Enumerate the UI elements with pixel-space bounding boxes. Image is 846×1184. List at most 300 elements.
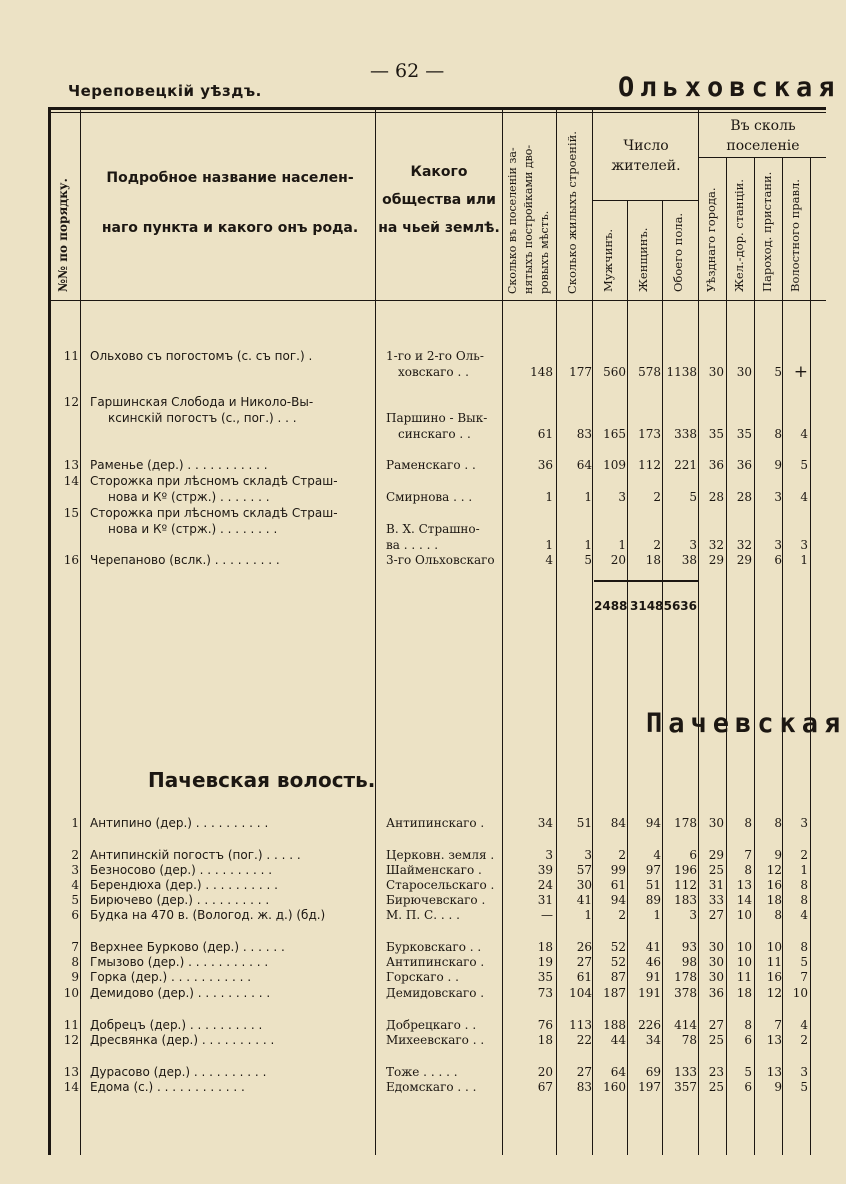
header-residents-line1: Число	[623, 138, 669, 154]
cell: 25	[708, 1080, 724, 1094]
cell: 23	[708, 1065, 724, 1079]
cell: 6	[774, 553, 782, 567]
cell: 12	[766, 863, 782, 877]
cell: 8	[744, 1018, 752, 1032]
row-index: 11	[63, 1018, 79, 1032]
row-society: Едомскаго . . .	[386, 1080, 477, 1094]
cell: 11	[736, 970, 752, 984]
cell: 2	[800, 848, 808, 862]
cell: 57	[576, 863, 592, 877]
cell: 8	[744, 863, 752, 877]
header-society-line3: на чьей землѣ.	[378, 220, 500, 236]
cell: 26	[576, 940, 592, 954]
table-row	[0, 1032, 826, 1048]
header-vacant-3: ровыхъ мѣстъ.	[538, 210, 551, 294]
header-volost: Волостного правл.	[788, 179, 802, 292]
cell: 7	[774, 1018, 782, 1032]
header-society-line2: общества или	[382, 192, 496, 208]
row-society: ховскаго . .	[398, 365, 469, 379]
cell: 61	[537, 427, 553, 441]
cell: 9	[774, 848, 782, 862]
cell: 33	[708, 893, 724, 907]
cell: 4	[653, 848, 661, 862]
cell: 173	[638, 427, 661, 441]
row-index: 14	[63, 1080, 79, 1094]
cell: 99	[610, 863, 626, 877]
total-women: 3148	[630, 599, 664, 613]
cell: 25	[708, 1033, 724, 1047]
cell: 30	[708, 940, 724, 954]
volost-banner-top: Ольховская	[618, 72, 841, 103]
cell: 34	[645, 1033, 661, 1047]
cell: 12	[766, 986, 782, 1000]
col-divider-12	[810, 157, 811, 1155]
header-pier: Пароход. пристани.	[760, 171, 774, 292]
cell: 7	[800, 970, 808, 984]
cell: 51	[645, 878, 661, 892]
cell: 27	[708, 1018, 724, 1032]
cell: 38	[681, 553, 697, 567]
cell: 1	[584, 908, 592, 922]
row-society: В. Х. Страшно-	[386, 522, 480, 536]
row-index: 9	[71, 970, 79, 984]
row-society: М. П. С. . . .	[386, 908, 460, 922]
cell: 13	[766, 1065, 782, 1079]
row-society: Бурковскаго . .	[386, 940, 482, 954]
col-divider-10	[754, 157, 755, 1155]
cell: 39	[537, 863, 553, 877]
row-index: 1	[71, 816, 79, 830]
header-men: Мужчинъ.	[601, 228, 615, 292]
row-name: Раменье (дер.) . . . . . . . . . . .	[90, 458, 268, 472]
cell: 112	[674, 878, 697, 892]
totals-rule	[594, 580, 698, 582]
row-name: Добрецъ (дер.) . . . . . . . . . .	[90, 1018, 263, 1032]
table-row	[0, 394, 826, 410]
cell: 2	[653, 538, 661, 552]
row-name: Антипино (дер.) . . . . . . . . . .	[90, 816, 269, 830]
row-society: 3-го Ольховскаго	[386, 553, 495, 567]
cell: 3	[545, 848, 553, 862]
cell: 93	[681, 940, 697, 954]
row-name: Едома (с.) . . . . . . . . . . . .	[90, 1080, 245, 1094]
cell: 187	[603, 986, 626, 1000]
table-row	[0, 1064, 826, 1080]
row-society: Смирнова . . .	[386, 490, 473, 504]
cell: 3	[800, 538, 808, 552]
table-row	[0, 892, 826, 908]
header-buildings: Сколько жилыхъ строеній.	[565, 131, 579, 294]
table-row	[0, 954, 826, 970]
row-name: Дурасово (дер.) . . . . . . . . . .	[90, 1065, 267, 1079]
table-row	[0, 521, 826, 537]
cell: 8	[774, 816, 782, 830]
cell: 4	[800, 1018, 808, 1032]
cell: 8	[774, 908, 782, 922]
row-name: Гаршинская Слобода и Николо-Вы-	[90, 395, 314, 409]
row-index: 12	[63, 395, 79, 409]
cell: 221	[674, 458, 697, 472]
cell: 1	[545, 490, 553, 504]
cell: 2	[653, 490, 661, 504]
cell: 113	[569, 1018, 592, 1032]
cell: 226	[638, 1018, 661, 1032]
cell: 4	[545, 553, 553, 567]
table-row	[0, 489, 826, 505]
cell: 76	[537, 1018, 553, 1032]
row-index: 13	[63, 458, 79, 472]
cell: 5	[689, 490, 697, 504]
cell: 30	[736, 365, 752, 379]
cell: 104	[569, 986, 592, 1000]
row-society: Раменскаго . .	[386, 458, 476, 472]
header-name-line1: Подробное название населен-	[106, 170, 354, 186]
table-row	[0, 505, 826, 521]
cell: 52	[610, 955, 626, 969]
row-society: Михеевскаго . .	[386, 1033, 485, 1047]
cell: 64	[610, 1065, 626, 1079]
cell: 6	[744, 1033, 752, 1047]
header-vacant-2: нятыхъ постройками дво-	[522, 144, 535, 294]
header-distance	[700, 116, 826, 156]
header-society	[376, 158, 502, 242]
volost-banner-bottom: Пачевская	[646, 708, 846, 739]
cell: 44	[610, 1033, 626, 1047]
header-name	[90, 164, 370, 242]
cell: 29	[708, 553, 724, 567]
table-row	[0, 969, 826, 985]
cell: 5	[584, 553, 592, 567]
cell: 1	[800, 863, 808, 877]
cell: 3	[689, 538, 697, 552]
row-society: Антипинскаго .	[386, 816, 485, 830]
header-women: Женщинъ.	[636, 227, 650, 292]
cell: 5	[800, 458, 808, 472]
row-name: Дресвянка (дер.) . . . . . . . . . .	[90, 1033, 275, 1047]
cell: 7	[744, 848, 752, 862]
cell: 18	[766, 893, 782, 907]
cell: 5	[800, 1080, 808, 1094]
table-row	[0, 907, 826, 923]
cell: 178	[674, 970, 697, 984]
cell: 18	[645, 553, 661, 567]
total-men: 2488	[594, 599, 628, 613]
row-name: Верхнее Бурково (дер.) . . . . . .	[90, 940, 285, 954]
table-row	[0, 1079, 826, 1095]
cell: 97	[645, 863, 661, 877]
table-row	[0, 939, 826, 955]
row-index: 16	[63, 553, 79, 567]
cell: 578	[638, 365, 661, 379]
cell: 13	[736, 878, 752, 892]
cell: 31	[708, 878, 724, 892]
cell: +	[793, 362, 808, 382]
top-rule-thin	[48, 112, 826, 113]
header-vacant-1: Сколько въ поселеніи за-	[506, 147, 519, 294]
table-row	[0, 473, 826, 489]
cell: 35	[708, 427, 724, 441]
cell: 52	[610, 940, 626, 954]
cell: 165	[603, 427, 626, 441]
header-name-line2: наго пункта и какого онъ рода.	[101, 220, 359, 236]
row-name: ксинскій погостъ (с., пог.) . . .	[108, 411, 297, 425]
cell: 1	[653, 908, 661, 922]
row-index: 5	[71, 893, 79, 907]
cell: 6	[689, 848, 697, 862]
row-index: 15	[63, 506, 79, 520]
table-row	[0, 552, 826, 568]
row-society: Бирючевскаго .	[386, 893, 486, 907]
cell: 3	[584, 848, 592, 862]
row-society: Добрецкаго . .	[386, 1018, 477, 1032]
cell: 36	[736, 458, 752, 472]
row-society: Демидовскаго .	[386, 986, 485, 1000]
cell: 1	[584, 538, 592, 552]
row-name: нова и Кº (стрж.) . . . . . . . .	[108, 522, 278, 536]
cell: 32	[708, 538, 724, 552]
cell: 73	[537, 986, 553, 1000]
cell: 338	[674, 427, 697, 441]
cell: 30	[708, 970, 724, 984]
cell: 29	[708, 848, 724, 862]
cell: 357	[674, 1080, 697, 1094]
header-both: Обоего пола.	[671, 212, 685, 292]
cell: 10	[736, 955, 752, 969]
row-name: Сторожка при лѣсномъ складѣ Страш-	[90, 474, 338, 488]
row-society: Антипинскаго .	[386, 955, 485, 969]
cell: 196	[674, 863, 697, 877]
cell: 148	[530, 365, 553, 379]
cell: 11	[766, 955, 782, 969]
cell: 3	[800, 1065, 808, 1079]
col-divider-11	[782, 157, 783, 1155]
cell: 87	[610, 970, 626, 984]
cell: 14	[736, 893, 752, 907]
cell: 27	[708, 908, 724, 922]
cell: 5	[774, 365, 782, 379]
row-index: 14	[63, 474, 79, 488]
header-residents	[594, 136, 698, 176]
table-row	[0, 985, 826, 1001]
cell: 414	[674, 1018, 697, 1032]
cell: 89	[645, 893, 661, 907]
table-row	[0, 815, 826, 831]
table-row	[0, 537, 826, 553]
cell: 10	[792, 986, 808, 1000]
cell: 83	[576, 427, 592, 441]
cell: 98	[681, 955, 697, 969]
row-index: 12	[63, 1033, 79, 1047]
cell: 94	[610, 893, 626, 907]
page-number: — 62 —	[370, 60, 445, 82]
cell: 18	[736, 986, 752, 1000]
total-both: 5636	[663, 599, 697, 613]
cell: 5	[800, 955, 808, 969]
header-bottom-rule	[48, 300, 826, 301]
cell: 20	[537, 1065, 553, 1079]
cell: 1	[584, 490, 592, 504]
row-society: синскаго . .	[398, 427, 471, 441]
row-name: Сторожка при лѣсномъ складѣ Страш-	[90, 506, 338, 520]
table-row	[0, 426, 826, 442]
row-index: 7	[71, 940, 79, 954]
header-society-line1: Какого	[410, 164, 468, 180]
row-index: 10	[63, 986, 79, 1000]
cell: 61	[610, 878, 626, 892]
cell: 8	[774, 427, 782, 441]
cell: 27	[576, 955, 592, 969]
cell: 16	[766, 970, 782, 984]
cell: 19	[537, 955, 553, 969]
header-town: Уѣзднаго города.	[704, 187, 718, 292]
cell: 9	[774, 1080, 782, 1094]
cell: 4	[800, 490, 808, 504]
cell: 1	[618, 538, 626, 552]
col-divider-9	[726, 157, 727, 1155]
top-rule	[48, 107, 826, 110]
cell: 30	[576, 878, 592, 892]
cell: 6	[744, 1080, 752, 1094]
residents-rule	[592, 200, 698, 201]
table-row	[0, 1017, 826, 1033]
row-name: Демидово (дер.) . . . . . . . . . .	[90, 986, 271, 1000]
cell: 83	[576, 1080, 592, 1094]
cell: 188	[603, 1018, 626, 1032]
cell: 3	[774, 490, 782, 504]
cell: 16	[766, 878, 782, 892]
table-row	[0, 348, 826, 364]
cell: 1138	[666, 365, 697, 379]
cell: 30	[708, 365, 724, 379]
cell: 28	[708, 490, 724, 504]
cell: 2	[800, 1033, 808, 1047]
cell: 29	[736, 553, 752, 567]
cell: 112	[638, 458, 661, 472]
cell: 9	[774, 458, 782, 472]
row-society: Старосельскаго .	[386, 878, 495, 892]
section-title: Пачевская волость.	[148, 768, 376, 792]
cell: 20	[610, 553, 626, 567]
cell: 94	[645, 816, 661, 830]
table-row	[0, 877, 826, 893]
cell: 18	[537, 1033, 553, 1047]
table-row	[0, 410, 826, 426]
cell: 10	[736, 940, 752, 954]
cell: 160	[603, 1080, 626, 1094]
header-distance-line2: поселеніе	[726, 138, 800, 154]
row-society: 1-го и 2-го Оль-	[386, 349, 484, 363]
cell: 64	[576, 458, 592, 472]
cell: 25	[708, 863, 724, 877]
cell: 133	[674, 1065, 697, 1079]
cell: 31	[537, 893, 553, 907]
row-index: 13	[63, 1065, 79, 1079]
row-name: Бирючево (дер.) . . . . . . . . . .	[90, 893, 270, 907]
cell: 27	[576, 1065, 592, 1079]
cell: 84	[610, 816, 626, 830]
cell: 1	[545, 538, 553, 552]
cell: 378	[674, 986, 697, 1000]
cell: 22	[576, 1033, 592, 1047]
cell: 1	[800, 553, 808, 567]
cell: 78	[681, 1033, 697, 1047]
row-index: 4	[71, 878, 79, 892]
cell: 35	[537, 970, 553, 984]
row-index: 8	[71, 955, 79, 969]
cell: 8	[800, 878, 808, 892]
row-name: нова и Кº (стрж.) . . . . . . .	[108, 490, 270, 504]
row-society: Шайменскаго .	[386, 863, 482, 877]
cell: 18	[537, 940, 553, 954]
cell: 30	[708, 816, 724, 830]
cell: 4	[800, 908, 808, 922]
row-name: Безносово (дер.) . . . . . . . . . .	[90, 863, 273, 877]
header-order: №№ по порядку.	[56, 178, 70, 292]
cell: 3	[774, 538, 782, 552]
cell: 51	[576, 816, 592, 830]
row-society: Церковн. земля .	[386, 848, 495, 862]
cell: 2	[618, 848, 626, 862]
cell: 13	[766, 1033, 782, 1047]
cell: 5	[744, 1065, 752, 1079]
row-name: Антипинскій погостъ (пог.) . . . . .	[90, 848, 301, 862]
cell: 3	[618, 490, 626, 504]
row-index: 3	[71, 863, 79, 877]
cell: 10	[766, 940, 782, 954]
cell: 183	[674, 893, 697, 907]
cell: 2	[618, 908, 626, 922]
row-name: Ольхово съ погостомъ (с. съ пог.) .	[90, 349, 313, 363]
cell: 178	[674, 816, 697, 830]
row-name: Гмызово (дер.) . . . . . . . . . . .	[90, 955, 269, 969]
header-distance-line1: Въ сколь	[730, 118, 796, 134]
table-row	[0, 364, 826, 380]
cell: 30	[708, 955, 724, 969]
header-rail: Жел.-дор. станціи.	[732, 179, 746, 292]
row-index: 2	[71, 848, 79, 862]
table-row	[0, 457, 826, 473]
cell: 109	[603, 458, 626, 472]
cell: 10	[736, 908, 752, 922]
cell: —	[541, 908, 553, 922]
cell: 61	[576, 970, 592, 984]
cell: 46	[645, 955, 661, 969]
header-residents-line2: жителей.	[611, 158, 681, 174]
cell: 8	[744, 816, 752, 830]
cell: 4	[800, 427, 808, 441]
cell: 91	[645, 970, 661, 984]
table-row	[0, 862, 826, 878]
cell: 191	[638, 986, 661, 1000]
table-row	[0, 847, 826, 863]
row-society: Паршино - Вык-	[386, 411, 488, 425]
col-divider-6	[627, 200, 628, 1155]
cell: 36	[537, 458, 553, 472]
cell: 3	[689, 908, 697, 922]
cell: 36	[708, 458, 724, 472]
col-divider-7	[662, 200, 663, 1155]
row-society: Горскаго . .	[386, 970, 459, 984]
cell: 197	[638, 1080, 661, 1094]
totals-row	[0, 598, 826, 614]
cell: 28	[736, 490, 752, 504]
distance-rule	[698, 157, 826, 158]
county-title: Череповецкій уѣздъ.	[68, 82, 262, 100]
cell: 8	[800, 940, 808, 954]
cell: 24	[537, 878, 553, 892]
row-name: Горка (дер.) . . . . . . . . . . .	[90, 970, 252, 984]
cell: 34	[537, 816, 553, 830]
